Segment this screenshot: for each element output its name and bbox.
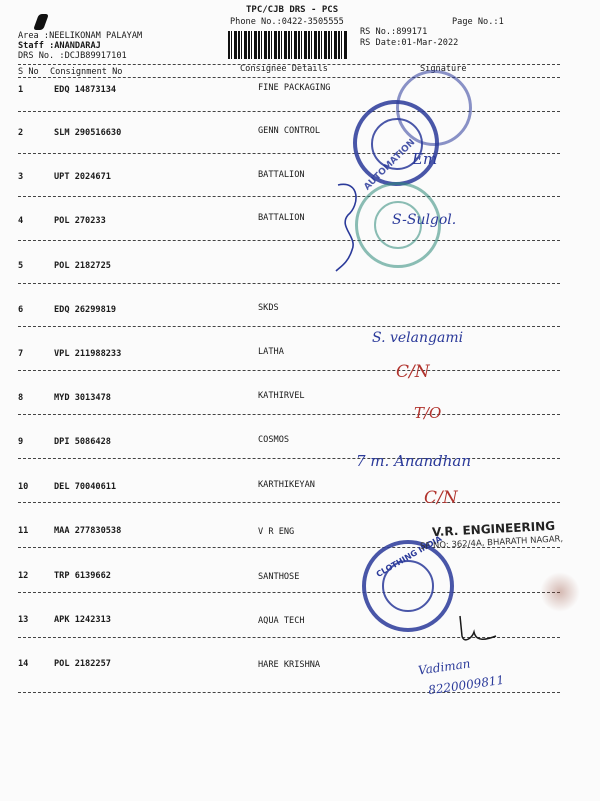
row-sno: 7 xyxy=(18,349,24,359)
row-consignment: DEL 70040611 xyxy=(54,482,117,492)
signature-loop xyxy=(450,612,500,646)
staff-label: Staff xyxy=(18,41,44,51)
handwritten-sig-row14-number: 8220009811 xyxy=(427,672,505,698)
barcode xyxy=(228,31,348,59)
clothing-stamp-text: CLOTHING INDIA xyxy=(374,534,444,579)
row-consignment: EDQ 14873134 xyxy=(54,85,117,95)
row-sno: 14 xyxy=(18,659,29,669)
row-sno: 5 xyxy=(18,261,24,271)
row-sno: 6 xyxy=(18,305,24,315)
vr-stamp-line1: V.R. ENGINEERING xyxy=(431,518,556,540)
row-divider xyxy=(18,196,560,197)
row-consignment: MAA 277830538 xyxy=(54,526,122,536)
drs-value: :DCJB89917101 xyxy=(59,51,127,61)
row-consignee: LATHA xyxy=(258,347,284,357)
area-value: :NEELIKONAM PALAYAM xyxy=(43,31,143,41)
row-consignment: VPL 211988233 xyxy=(54,349,122,359)
page-number: Page No.:1 xyxy=(452,17,504,27)
row-consignee: BATTALION xyxy=(258,213,305,223)
row-consignee: GENN CONTROL xyxy=(258,126,321,136)
pen-mark xyxy=(33,14,49,30)
staff-value: :ANANDARAJ xyxy=(49,41,101,51)
row-divider xyxy=(18,370,560,371)
row-sno: 3 xyxy=(18,172,24,182)
handwritten-sig-row9: 7 m. Anandhan xyxy=(356,452,472,470)
phone-line xyxy=(230,17,344,27)
row-consignee: V R ENG xyxy=(258,527,295,537)
row-divider xyxy=(18,153,560,154)
col-sno: S No xyxy=(18,67,39,77)
signature-scribble xyxy=(330,175,370,275)
row-consignee: BATTALION xyxy=(258,170,305,180)
handwritten-sig-row4: S-Sulgol. xyxy=(392,212,457,228)
handwritten-sig-row10: C/N xyxy=(424,488,458,508)
row-divider xyxy=(18,240,560,241)
drs-line xyxy=(18,51,127,61)
row-sno: 8 xyxy=(18,393,24,403)
handwritten-sig-row8: T/O xyxy=(414,404,442,422)
row-divider xyxy=(18,414,560,415)
row-sno: 4 xyxy=(18,216,24,226)
header-rule-bottom xyxy=(18,77,560,78)
handwritten-sig-row2: Em xyxy=(412,150,438,168)
phone-label: Phone No. xyxy=(230,17,277,27)
col-signature: Signature xyxy=(420,64,467,74)
staff-line xyxy=(18,41,101,51)
row-divider xyxy=(18,592,560,593)
col-consignee: Consignee Details xyxy=(240,64,328,74)
row-sno: 11 xyxy=(18,526,29,536)
row-sno: 13 xyxy=(18,615,29,625)
row-consignee: KATHIRVEL xyxy=(258,391,305,401)
area-label: Area xyxy=(18,31,39,41)
row-consignment: SLM 290516630 xyxy=(54,128,122,138)
col-consignment: Consignment No xyxy=(50,67,123,77)
row-consignee: SKDS xyxy=(258,303,279,313)
rs-number: RS No.:899171 xyxy=(360,27,428,37)
row-sno: 2 xyxy=(18,128,24,138)
row-consignment: POL 2182257 xyxy=(54,659,111,669)
drs-label: DRS No. xyxy=(18,51,55,61)
row-consignment: UPT 2024671 xyxy=(54,172,111,182)
row-divider xyxy=(18,283,560,284)
row-consignee: COSMOS xyxy=(258,435,290,445)
row-consignment: POL 2182725 xyxy=(54,261,111,271)
row-consignment: DPI 5086428 xyxy=(54,437,111,447)
row-consignment: TRP 6139662 xyxy=(54,571,111,581)
rs-date: RS Date:01-Mar-2022 xyxy=(360,38,459,48)
row-divider xyxy=(18,458,560,459)
handwritten-sig-row14-name: Vadiman xyxy=(417,656,472,678)
phone-value: :0422-3505555 xyxy=(276,17,344,27)
row-consignment: APK 1242313 xyxy=(54,615,111,625)
row-consignment: EDQ 26299819 xyxy=(54,305,117,315)
row-divider xyxy=(18,692,560,693)
row-sno: 1 xyxy=(18,85,24,95)
row-consignee: AQUA TECH xyxy=(258,616,305,626)
ink-smudge xyxy=(540,572,580,612)
handwritten-sig-row6: S. velangami xyxy=(372,330,464,346)
row-sno: 10 xyxy=(18,482,29,492)
row-consignee: SANTHOSE xyxy=(258,572,300,582)
row-divider xyxy=(18,502,560,503)
row-consignee: HARE KRISHNA xyxy=(258,660,321,670)
row-sno: 9 xyxy=(18,437,24,447)
row-consignment: POL 270233 xyxy=(54,216,106,226)
vr-stamp-line2: SF NO: 362/4A, BHARATH NAGAR, xyxy=(419,534,564,552)
row-sno: 12 xyxy=(18,571,29,581)
row-consignee: FINE PACKAGING xyxy=(258,83,331,93)
row-consignee: KARTHIKEYAN xyxy=(258,480,315,490)
automation-stamp-text: AUTOMATION xyxy=(362,137,418,193)
row-consignment: MYD 3013478 xyxy=(54,393,111,403)
report-title: TPC/CJB DRS - PCS xyxy=(246,5,339,15)
automation-stamp xyxy=(353,100,439,186)
area-line xyxy=(18,31,142,41)
row-divider xyxy=(18,111,560,112)
handwritten-sig-row7: C/N xyxy=(396,362,430,382)
row-divider xyxy=(18,326,560,327)
